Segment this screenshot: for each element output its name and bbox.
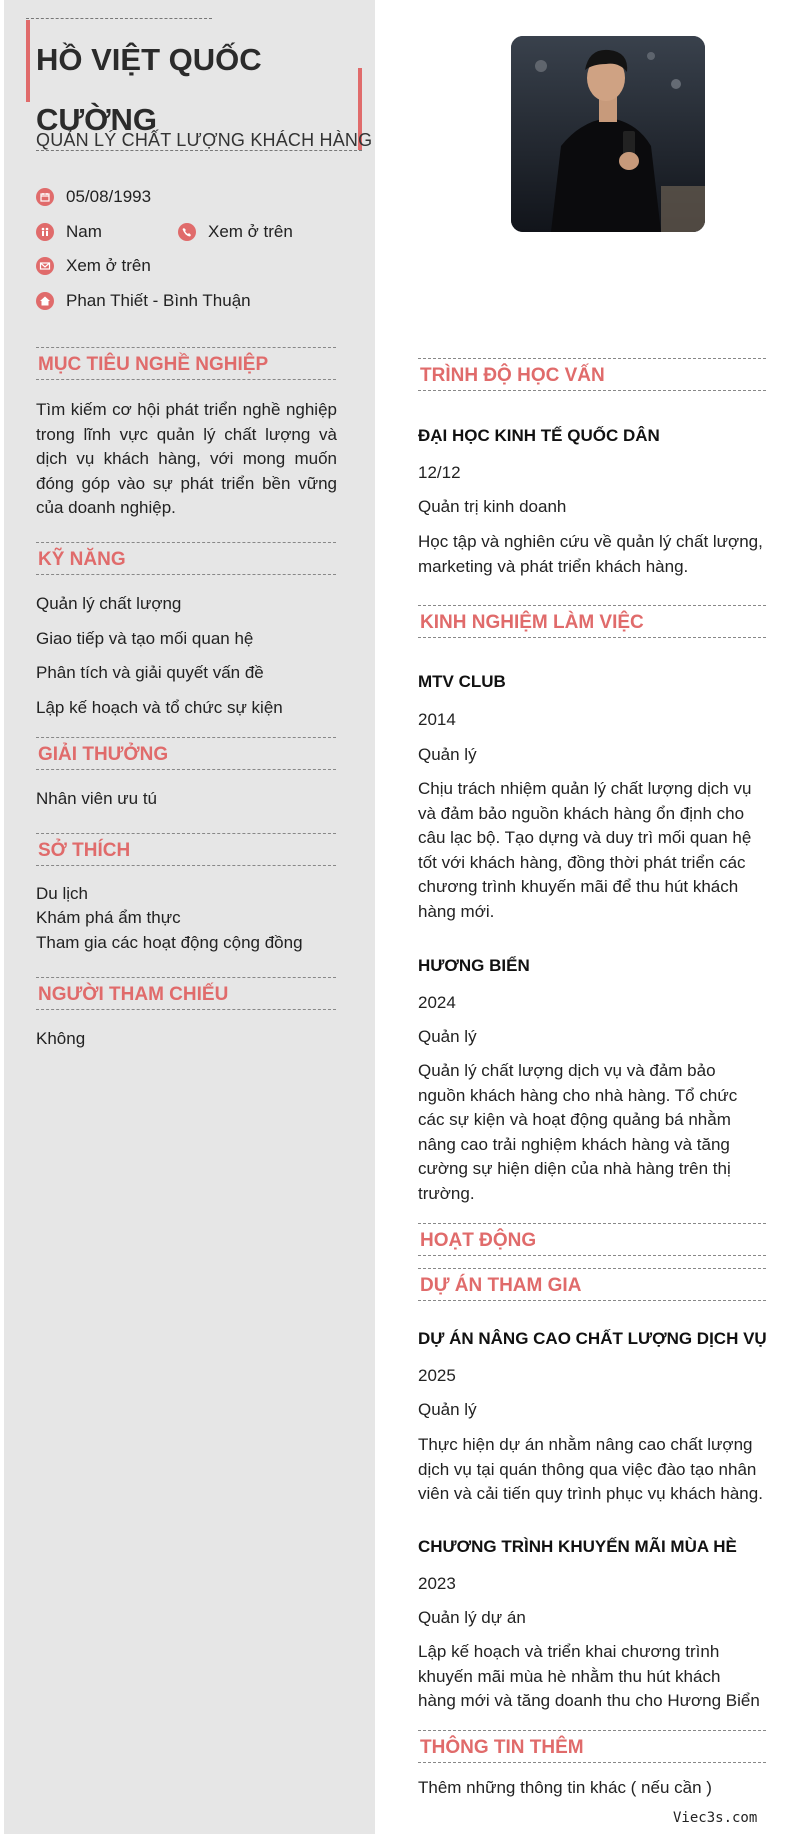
home-icon: [36, 292, 54, 310]
awards-header: [36, 737, 336, 770]
email-value: Xem ở trên: [66, 256, 151, 275]
hobbies-header: [36, 833, 336, 866]
project-year: 2025: [418, 1366, 456, 1385]
extra-info-title: THÔNG TIN THÊM: [420, 1737, 584, 1758]
name-top-divider: [26, 18, 212, 19]
award-item: Nhân viên ưu tú: [36, 789, 158, 808]
career-goal-line: trong lĩnh vực quản lý chất lượng và: [36, 424, 337, 444]
experience-description: [418, 1059, 768, 1206]
experience-line: chương trình khuyến mãi để thu hút khách: [418, 877, 739, 896]
address-value: Phan Thiết - Bình Thuận: [66, 291, 251, 310]
project-name: DỰ ÁN NÂNG CAO CHẤT LƯỢNG DỊCH VỤ: [418, 1329, 767, 1348]
activities-title: HOẠT ĐỘNG: [420, 1230, 537, 1251]
gender-value: Nam: [66, 222, 102, 241]
experience-line: tốt với khách hàng, đồng thời phát triển các: [418, 852, 746, 872]
skill-item: Phân tích và giải quyết vấn đề: [36, 663, 264, 682]
experience-line: các sự kiện và hoạt động quảng bá nhằm: [418, 1110, 731, 1129]
references-text: Không: [36, 1029, 86, 1048]
education-title: TRÌNH ĐỘ HỌC VẤN: [420, 365, 605, 386]
phone-icon: [178, 223, 196, 241]
hobby-item: Du lịch: [36, 884, 88, 903]
references-title: NGƯỜI THAM CHIẾU: [38, 984, 229, 1005]
job-title-underline: [36, 150, 362, 151]
experience-company: MTV CLUB: [418, 672, 506, 691]
hobbies-title: SỞ THÍCH: [38, 840, 131, 861]
birthday-value: 05/08/1993: [66, 187, 152, 206]
project-description: [418, 1433, 778, 1507]
career-goal-line: dịch vụ khách hàng, với mong muốn: [36, 449, 337, 468]
career-goal-text: [36, 398, 337, 521]
education-header: [418, 358, 766, 391]
activities-header: [418, 1223, 766, 1256]
calendar-icon: [36, 188, 54, 206]
career-goal-title: MỤC TIÊU NGHỀ NGHIỆP: [38, 354, 269, 375]
experience-line: Quản lý chất lượng dịch vụ và đảm bảo: [418, 1061, 716, 1080]
candidate-name: HỒ VIỆT QUỐC CƯỜNG: [36, 42, 262, 137]
project-description: [418, 1640, 778, 1714]
experience-line: và đảm bảo nguồn khách hàng ổn định cho: [418, 803, 745, 823]
hobby-item: Tham gia các hoạt động cộng đồng: [36, 933, 303, 952]
contact-birthday: [36, 187, 151, 207]
project-role: Quản lý: [418, 1400, 477, 1419]
experience-line: trường.: [418, 1183, 475, 1203]
gender-icon: [36, 223, 54, 241]
phone-value: Xem ở trên: [208, 222, 293, 241]
skill-item: Lập kế hoạch và tổ chức sự kiện: [36, 698, 283, 717]
career-goal-header: [36, 347, 336, 380]
experience-year: 2024: [418, 993, 456, 1012]
education-description: [418, 530, 768, 579]
projects-header: [418, 1268, 766, 1301]
career-goal-line: Tìm kiếm cơ hội phát triển nghề nghiệp: [36, 400, 337, 419]
career-goal-line: của doanh nghiệp.: [36, 498, 176, 517]
project-line: khuyến mãi mùa hè nhằm thu hút khách: [418, 1666, 721, 1686]
career-goal-line: đóng góp vào sự phát triển bền vững: [36, 473, 337, 493]
name-accent-bar-left: [26, 20, 30, 102]
project-year: 2023: [418, 1574, 456, 1593]
extra-info-text: Thêm những thông tin khác ( nếu cần ): [418, 1778, 712, 1797]
job-title: QUẢN LÝ CHẤT LƯỢNG KHÁCH HÀNG: [36, 130, 373, 150]
contact-phone: [178, 222, 293, 242]
contact-address: [36, 291, 251, 311]
skills-title: KỸ NĂNG: [38, 549, 126, 570]
extra-info-header: [418, 1730, 766, 1763]
experience-header: [418, 605, 766, 638]
watermark: Viec3s.com: [673, 1810, 758, 1826]
envelope-icon: [36, 257, 54, 275]
skill-item: Quản lý chất lượng: [36, 594, 182, 613]
experience-position: Quản lý: [418, 745, 477, 764]
experience-description: [418, 777, 768, 924]
project-line: viên và cải tiến quy trình phục vụ khách hàng.: [418, 1484, 763, 1503]
awards-title: GIẢI THƯỞNG: [38, 744, 169, 765]
projects-title: DỰ ÁN THAM GIA: [420, 1275, 582, 1296]
education-school: ĐẠI HỌC KINH TẾ QUỐC DÂN: [418, 426, 660, 445]
experience-title: KINH NGHIỆM LÀM VIỆC: [420, 612, 644, 633]
experience-company: HƯƠNG BIỂN: [418, 956, 530, 975]
experience-line: Chịu trách nhiệm quản lý chất lượng dịch vụ: [418, 779, 752, 798]
education-line: Học tập và nghiên cứu về quản lý chất lượng,: [418, 532, 763, 551]
profile-photo: [511, 36, 705, 232]
experience-year: 2014: [418, 710, 456, 729]
profile-photo-image: [511, 36, 705, 232]
project-line: hàng mới và tăng doanh thu cho Hương Biển: [418, 1691, 760, 1710]
contact-gender: [36, 222, 102, 242]
experience-line: hàng mới.: [418, 901, 495, 921]
contact-email: [36, 256, 151, 276]
experience-position: Quản lý: [418, 1027, 477, 1046]
experience-line: nguồn khách hàng cho nhà hàng. Tổ chức: [418, 1085, 738, 1105]
education-line: marketing và phát triển khách hàng.: [418, 556, 689, 576]
hobby-item: Khám phá ẩm thực: [36, 908, 181, 927]
project-line: Lập kế hoạch và triển khai chương trình: [418, 1642, 720, 1661]
skill-item: Giao tiếp và tạo mối quan hệ: [36, 629, 254, 648]
project-role: Quản lý dự án: [418, 1608, 526, 1627]
experience-line: nâng cao trải nghiệm khách hàng và tăng: [418, 1134, 730, 1154]
experience-line: câu lạc bộ. Tạo dựng và duy trì mối quan hệ: [418, 828, 752, 847]
project-name: CHƯƠNG TRÌNH KHUYẾN MÃI MÙA HÈ: [418, 1537, 737, 1556]
skills-header: [36, 542, 336, 575]
education-time: 12/12: [418, 463, 461, 482]
references-header: [36, 977, 336, 1010]
experience-line: cường sự hiện diện của nhà hàng trên thị: [418, 1159, 731, 1178]
project-line: Thực hiện dự án nhằm nâng cao chất lượng: [418, 1435, 753, 1454]
project-line: dịch vụ tại quán thông qua việc đào tạo nhân: [418, 1459, 757, 1479]
education-major: Quản trị kinh doanh: [418, 497, 567, 516]
